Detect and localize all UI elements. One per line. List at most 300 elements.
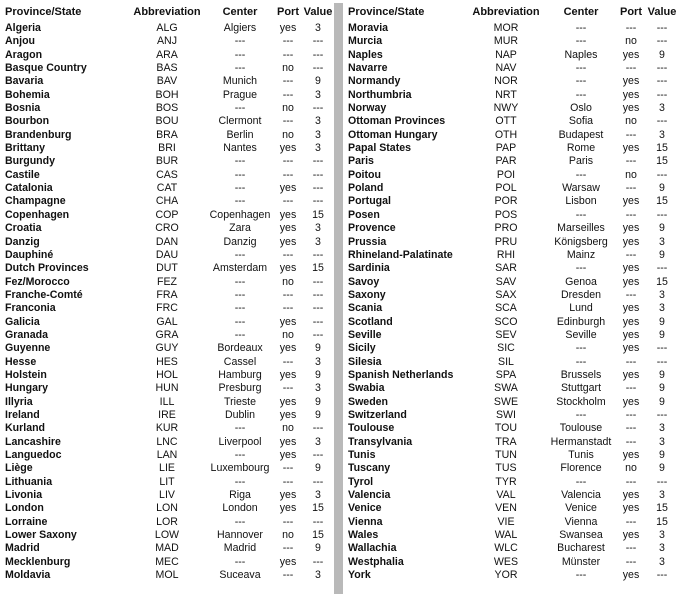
table-row — [345, 222, 682, 235]
province-name: Provence — [348, 222, 396, 235]
value: 9 — [659, 328, 665, 341]
province-name: Mecklenburg — [5, 555, 71, 568]
port: yes — [622, 48, 640, 61]
value: 9 — [659, 222, 665, 235]
center: Luxembourg — [210, 462, 270, 475]
abbreviation: RHI — [496, 248, 516, 261]
center: Rome — [566, 142, 596, 155]
abbreviation: SIC — [497, 342, 515, 355]
center: Genoa — [565, 275, 597, 288]
port: yes — [279, 235, 297, 248]
province-name: Burgundy — [5, 155, 56, 168]
table-row — [345, 422, 682, 435]
port: yes — [622, 342, 640, 355]
value: 3 — [659, 102, 665, 115]
table-body-right — [345, 22, 682, 582]
header-province-state: Province/State — [348, 6, 425, 18]
port: yes — [622, 569, 640, 582]
header-province-state: Province/State — [5, 6, 82, 18]
table-row — [2, 356, 334, 369]
abbreviation: ILL — [159, 395, 175, 408]
abbreviation: DAU — [155, 248, 179, 261]
abbreviation: GAL — [156, 315, 178, 328]
center: --- — [575, 569, 587, 582]
abbreviation: PRO — [494, 222, 518, 235]
table-row — [2, 22, 334, 35]
table-row — [345, 182, 682, 195]
value: 15 — [656, 155, 668, 168]
port: --- — [625, 515, 637, 528]
value: 9 — [659, 449, 665, 461]
value: 9 — [315, 462, 321, 475]
center: Presburg — [218, 382, 262, 395]
center: --- — [575, 75, 587, 88]
province-name: Hesse — [5, 355, 37, 368]
abbreviation: OTT — [495, 115, 517, 128]
province-name: Basque Country — [5, 62, 87, 75]
port: yes — [622, 75, 640, 88]
center: Nantes — [223, 142, 257, 155]
abbreviation: MEC — [155, 555, 179, 568]
table-row — [2, 329, 334, 342]
abbreviation: POS — [494, 208, 518, 221]
table-row — [2, 249, 334, 262]
province-name: Paris — [348, 155, 374, 168]
value: 3 — [315, 382, 321, 395]
value: 9 — [315, 408, 321, 421]
port: no — [625, 168, 637, 181]
province-name: Lorraine — [5, 515, 48, 528]
table-row — [345, 62, 682, 75]
port: yes — [622, 489, 640, 502]
province-name: York — [348, 569, 371, 582]
port: --- — [282, 302, 294, 315]
port: no — [282, 529, 294, 542]
center: Oslo — [570, 102, 592, 115]
table-row — [2, 476, 334, 489]
port: --- — [625, 475, 637, 488]
port: yes — [622, 262, 640, 275]
abbreviation: ALG — [156, 22, 178, 34]
port: --- — [282, 48, 294, 61]
center: Stockholm — [556, 395, 606, 408]
port: yes — [279, 408, 297, 421]
center: Seville — [565, 328, 597, 341]
abbreviation: TUN — [495, 449, 517, 461]
center: --- — [234, 155, 246, 168]
abbreviation: POR — [494, 195, 518, 208]
value: 3 — [315, 88, 321, 101]
value: --- — [312, 555, 324, 568]
province-name: Holstein — [5, 368, 47, 381]
table-row — [345, 462, 682, 475]
value: 3 — [659, 489, 665, 502]
value: 3 — [315, 489, 321, 502]
value: 9 — [315, 75, 321, 88]
port: yes — [622, 142, 640, 155]
province-name: Lower Saxony — [5, 529, 77, 542]
value: --- — [312, 195, 324, 208]
value: 9 — [315, 368, 321, 381]
port: --- — [282, 288, 294, 301]
value: --- — [312, 182, 324, 195]
abbreviation: SEV — [495, 328, 517, 341]
table-row — [345, 529, 682, 542]
table-row — [345, 249, 682, 262]
port: yes — [622, 235, 640, 248]
province-name: Scania — [348, 302, 383, 315]
value: 9 — [659, 368, 665, 381]
table-row — [345, 155, 682, 168]
province-name: Tuscany — [348, 462, 391, 475]
value: 9 — [315, 542, 321, 555]
table-row — [345, 209, 682, 222]
abbreviation: TYR — [495, 475, 517, 488]
abbreviation: LOR — [156, 515, 178, 528]
abbreviation: MUR — [493, 35, 519, 48]
center: Danzig — [223, 235, 257, 248]
province-name: Illyria — [5, 395, 33, 408]
center: Edinburgh — [556, 315, 606, 328]
center: Bordeaux — [217, 342, 263, 355]
abbreviation: FRA — [156, 288, 178, 301]
abbreviation: VAL — [496, 489, 516, 502]
table-row — [2, 516, 334, 529]
abbreviation: SWA — [494, 382, 518, 395]
center: Amsterdam — [212, 262, 268, 275]
abbreviation: BAV — [156, 75, 178, 88]
port: --- — [625, 248, 637, 261]
province-name: Brandenburg — [5, 128, 72, 141]
province-name: Bourbon — [5, 115, 50, 128]
abbreviation: VIE — [497, 515, 515, 528]
value: --- — [656, 262, 668, 275]
abbreviation: MAD — [155, 542, 179, 555]
port: yes — [622, 102, 640, 115]
table-row — [2, 276, 334, 289]
port: yes — [622, 529, 640, 542]
table-row — [2, 302, 334, 315]
province-name: Franconia — [5, 302, 56, 315]
value: 3 — [659, 128, 665, 141]
port: no — [625, 115, 637, 128]
value: --- — [312, 315, 324, 328]
value: --- — [656, 569, 668, 582]
port: --- — [625, 62, 637, 75]
table-row — [2, 316, 334, 329]
table-row — [345, 356, 682, 369]
table-row — [345, 476, 682, 489]
value: --- — [312, 275, 324, 288]
province-name: Ottoman Provinces — [348, 115, 446, 128]
abbreviation: VEN — [495, 502, 517, 515]
abbreviation: HOL — [156, 368, 178, 381]
header-port: Port — [277, 6, 299, 18]
abbreviation: PAP — [495, 142, 517, 155]
port: yes — [279, 342, 297, 355]
table-row — [345, 489, 682, 502]
center: --- — [575, 355, 587, 368]
header-value: Value — [647, 6, 677, 18]
table-row — [345, 102, 682, 115]
center: Bucharest — [557, 542, 605, 555]
table-row — [2, 342, 334, 355]
center: --- — [234, 449, 246, 461]
port: --- — [282, 168, 294, 181]
port: --- — [282, 75, 294, 88]
value: --- — [656, 168, 668, 181]
center: --- — [575, 475, 587, 488]
province-name: Croatia — [5, 222, 42, 235]
value: --- — [312, 302, 324, 315]
value: 3 — [315, 22, 321, 34]
province-name: Northumbria — [348, 88, 412, 101]
port: yes — [622, 302, 640, 315]
center: Warsaw — [562, 182, 600, 195]
province-name: Murcia — [348, 35, 383, 48]
province-name: Sicily — [348, 342, 376, 355]
abbreviation: OTH — [494, 128, 518, 141]
table-row — [345, 302, 682, 315]
value: 15 — [656, 515, 668, 528]
province-name: Silesia — [348, 355, 382, 368]
port: no — [625, 462, 637, 475]
value: --- — [312, 248, 324, 261]
value: --- — [656, 115, 668, 128]
table-row — [2, 209, 334, 222]
table-row — [345, 49, 682, 62]
province-name: Moravia — [348, 22, 389, 34]
table-row — [345, 262, 682, 275]
center: --- — [234, 555, 246, 568]
center: Hermanstadt — [550, 435, 612, 448]
province-name: Copenhagen — [5, 208, 70, 221]
value: --- — [312, 422, 324, 435]
table-row — [2, 422, 334, 435]
value: --- — [656, 475, 668, 488]
value: 9 — [659, 315, 665, 328]
center: --- — [234, 62, 246, 75]
abbreviation: SAV — [495, 275, 517, 288]
abbreviation: CAS — [156, 168, 178, 181]
table-row — [2, 222, 334, 235]
port: --- — [625, 542, 637, 555]
center: --- — [234, 248, 246, 261]
province-name: Liège — [5, 462, 33, 475]
province-name: Algeria — [5, 22, 41, 34]
value: 15 — [312, 262, 324, 275]
value: --- — [312, 102, 324, 115]
province-name: Vienna — [348, 515, 383, 528]
province-name: Granada — [5, 328, 48, 341]
abbreviation: GUY — [155, 342, 179, 355]
center: Hannover — [217, 529, 263, 542]
port: --- — [282, 475, 294, 488]
value: 3 — [315, 222, 321, 235]
center: Sofia — [568, 115, 594, 128]
province-name: Moldavia — [5, 569, 51, 582]
value: --- — [656, 342, 668, 355]
abbreviation: ANJ — [156, 35, 177, 48]
province-name: Poland — [348, 182, 384, 195]
abbreviation: DUT — [156, 262, 178, 275]
table-row — [2, 195, 334, 208]
port: yes — [622, 275, 640, 288]
province-name: Transylvania — [348, 435, 413, 448]
province-name: Valencia — [348, 489, 391, 502]
center: Brussels — [560, 368, 602, 381]
table-row — [2, 182, 334, 195]
center: --- — [575, 342, 587, 355]
port: yes — [279, 142, 297, 155]
header-center: Center — [222, 6, 258, 18]
province-name: Madrid — [5, 542, 40, 555]
center: Valencia — [561, 489, 601, 502]
value: 9 — [659, 248, 665, 261]
header-port: Port — [620, 6, 642, 18]
port: --- — [282, 569, 294, 582]
province-name: Tyrol — [348, 475, 374, 488]
table-row — [2, 556, 334, 569]
value: 9 — [659, 395, 665, 408]
abbreviation: FEZ — [156, 275, 177, 288]
value: 15 — [656, 195, 668, 208]
port: yes — [279, 222, 297, 235]
center: Venice — [565, 502, 597, 515]
province-name: Tunis — [348, 449, 376, 461]
center: Munich — [222, 75, 258, 88]
abbreviation: SCA — [495, 302, 517, 315]
port: --- — [282, 35, 294, 48]
table-row — [2, 542, 334, 555]
province-name: Normandy — [348, 75, 401, 88]
province-name: Poitou — [348, 168, 381, 181]
value: --- — [656, 62, 668, 75]
port: no — [282, 128, 294, 141]
province-table-right — [345, 0, 682, 582]
abbreviation: LOW — [154, 529, 180, 542]
abbreviation: SIL — [498, 355, 514, 368]
province-name: Brittany — [5, 142, 46, 155]
table-row — [345, 115, 682, 128]
center: --- — [234, 515, 246, 528]
table-row — [345, 516, 682, 529]
table-row — [345, 276, 682, 289]
value: --- — [312, 168, 324, 181]
port: --- — [282, 462, 294, 475]
value: --- — [312, 515, 324, 528]
province-name: Spanish Netherlands — [348, 368, 454, 381]
value: --- — [312, 475, 324, 488]
abbreviation: SWE — [493, 395, 519, 408]
table-row — [2, 62, 334, 75]
table-row — [2, 169, 334, 182]
port: --- — [625, 128, 637, 141]
port: no — [625, 35, 637, 48]
value: 15 — [312, 208, 324, 221]
center: Marseilles — [557, 222, 605, 235]
province-name: Norway — [348, 102, 387, 115]
table-row — [345, 329, 682, 342]
table-row — [2, 142, 334, 155]
column-divider — [334, 3, 343, 594]
port: yes — [279, 395, 297, 408]
table-row — [2, 462, 334, 475]
port: --- — [625, 182, 637, 195]
port: yes — [279, 489, 297, 502]
table-row — [2, 502, 334, 515]
abbreviation: DAN — [155, 235, 179, 248]
port: yes — [622, 395, 640, 408]
table-row — [2, 382, 334, 395]
center: Liverpool — [218, 435, 262, 448]
value: 3 — [315, 115, 321, 128]
port: --- — [625, 435, 637, 448]
table-header — [345, 2, 682, 22]
center: --- — [234, 35, 246, 48]
value: 15 — [656, 275, 668, 288]
port: yes — [622, 195, 640, 208]
table-row — [345, 129, 682, 142]
center: Algiers — [223, 22, 257, 34]
table-row — [345, 195, 682, 208]
table-row — [2, 436, 334, 449]
province-table-left — [2, 0, 334, 582]
center: --- — [234, 195, 246, 208]
center: --- — [575, 408, 587, 421]
province-name: Seville — [348, 328, 382, 341]
center: Swansea — [559, 529, 603, 542]
abbreviation: TUS — [495, 462, 517, 475]
center: --- — [234, 182, 246, 195]
table-row — [2, 569, 334, 582]
port: no — [282, 275, 294, 288]
header-center: Center — [563, 6, 599, 18]
province-name: Dauphiné — [5, 248, 54, 261]
province-name: Naples — [348, 48, 383, 61]
abbreviation: SCO — [494, 315, 518, 328]
value: --- — [312, 328, 324, 341]
abbreviation: HES — [156, 355, 178, 368]
center: Hamburg — [218, 368, 262, 381]
province-name: Scotland — [348, 315, 393, 328]
table-row — [2, 449, 334, 462]
abbreviation: WLC — [494, 542, 518, 555]
center: Mainz — [566, 248, 596, 261]
table-row — [345, 449, 682, 462]
value: --- — [312, 48, 324, 61]
table-row — [345, 35, 682, 48]
table-row — [345, 436, 682, 449]
center: --- — [575, 208, 587, 221]
value: 3 — [659, 302, 665, 315]
table-row — [345, 316, 682, 329]
province-name: Ireland — [5, 408, 40, 421]
abbreviation: ARA — [156, 48, 178, 61]
table-row — [2, 102, 334, 115]
abbreviation: TOU — [494, 422, 518, 435]
abbreviation: BUR — [155, 155, 179, 168]
province-name: Prussia — [348, 235, 387, 248]
province-name: Fez/Morocco — [5, 275, 70, 288]
table-header — [2, 2, 334, 22]
value: 3 — [315, 235, 321, 248]
province-name: Toulouse — [348, 422, 395, 435]
table-row — [345, 236, 682, 249]
center: Zara — [229, 222, 251, 235]
center: Suceava — [219, 569, 261, 582]
table-row — [345, 502, 682, 515]
